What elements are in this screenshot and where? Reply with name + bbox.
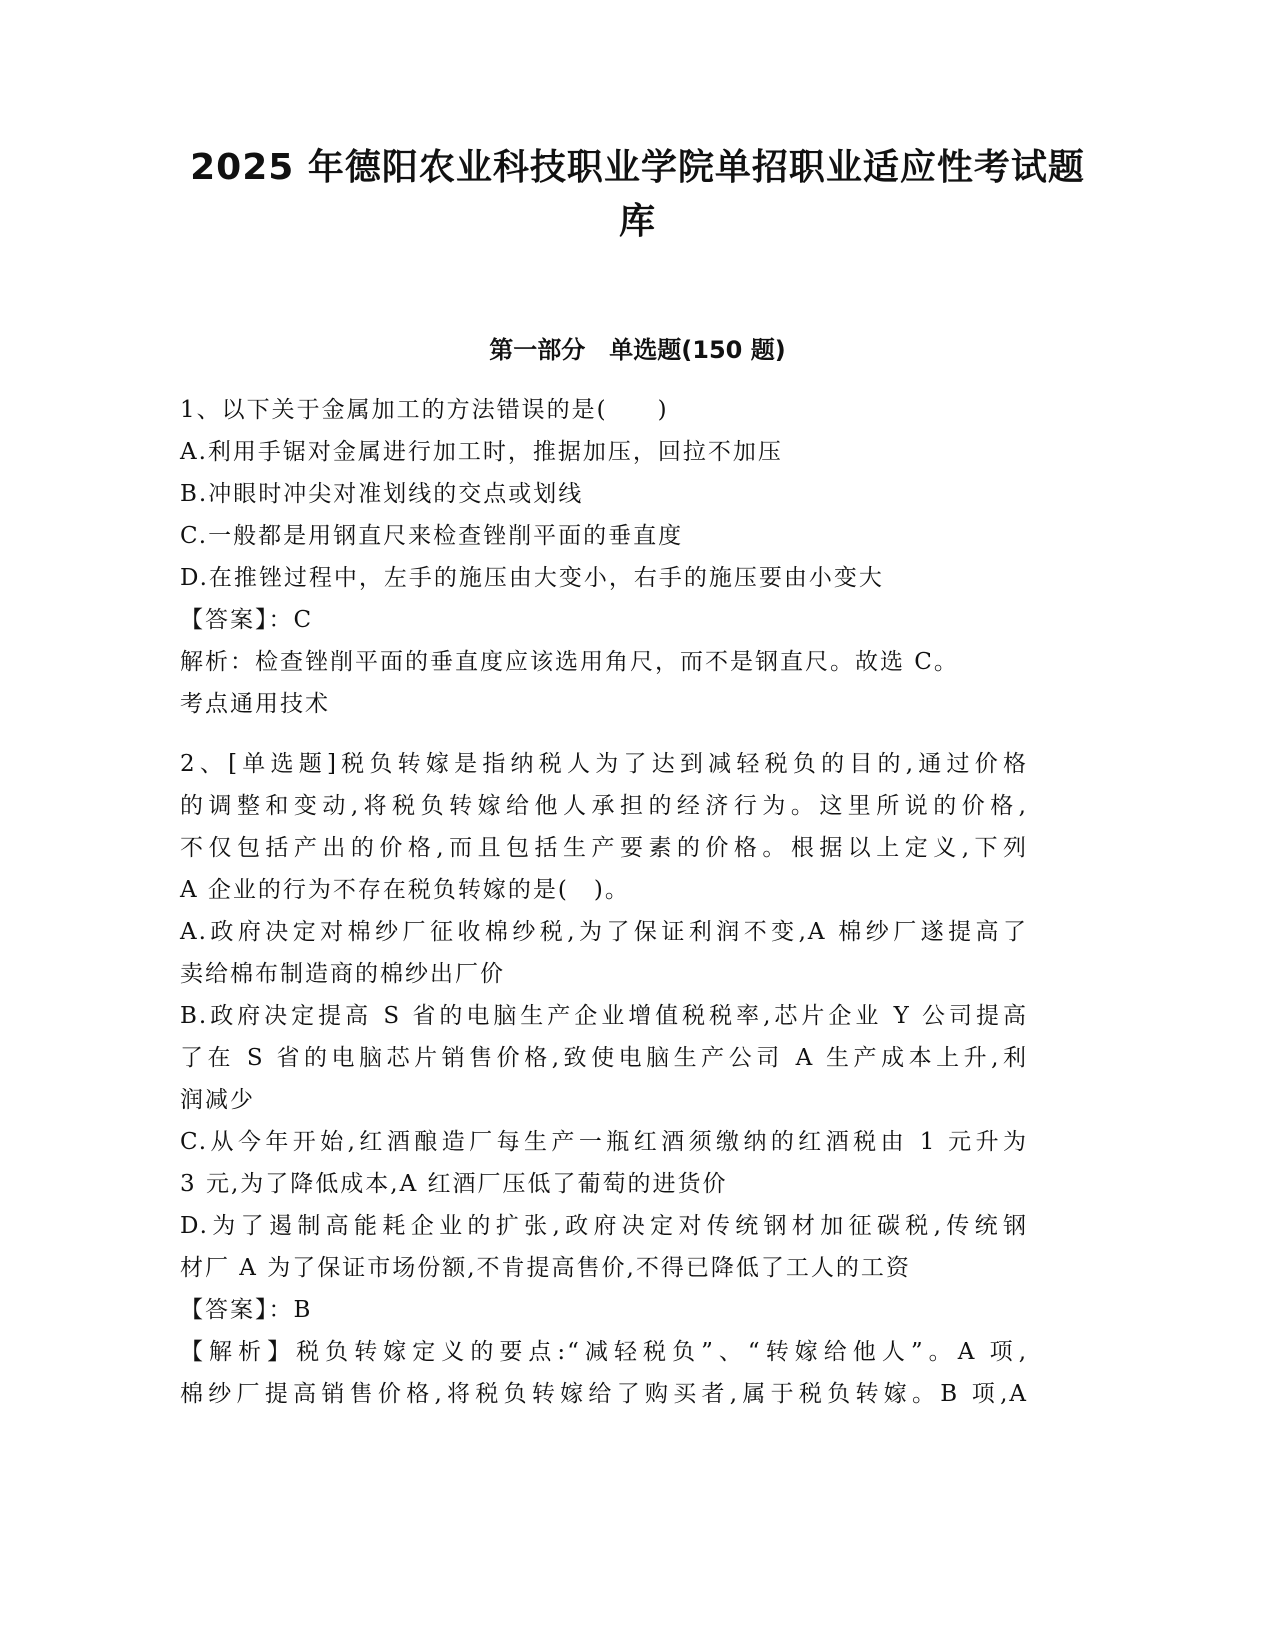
option-c: C.从今年开始,红酒酿造厂每生产一瓶红酒须缴纳的红酒税由 1 元升为 — [180, 1129, 1028, 1155]
document-title — [0, 141, 1275, 249]
question-stem-line: A 企业的行为不存在税负转嫁的是( )。 — [180, 877, 630, 903]
option-c-continued: 3 元,为了降低成本,A 红酒厂压低了葡萄的进货价 — [180, 1171, 728, 1197]
question-stem-line: 2、[单选题]税负转嫁是指纳税人为了达到减轻税负的目的,通过价格 — [180, 751, 1028, 777]
question-stem-line: 1、以下关于金属加工的方法错误的是( ) — [180, 397, 669, 423]
answer: 【答案】：C — [180, 607, 314, 633]
option-b: B.政府决定提高 S 省的电脑生产企业增值税税率,芯片企业 Y 公司提高 — [180, 1003, 1028, 1029]
question-2 — [180, 743, 1028, 1415]
document-title-line-2: 库 — [618, 201, 656, 242]
question-stem-line: 的调整和变动,将税负转嫁给他人承担的经济行为。这里所说的价格, — [180, 793, 1028, 819]
question-stem-line: 不仅包括产出的价格,而且包括生产要素的价格。根据以上定义,下列 — [180, 835, 1028, 861]
answer: 【答案】：B — [180, 1297, 313, 1323]
question-1 — [180, 389, 1028, 725]
analysis-line: 【解析】税负转嫁定义的要点:“减轻税负”、“转嫁给他人”。A 项, — [180, 1339, 1028, 1365]
document-title-line-1: 2025 年德阳农业科技职业学院单招职业适应性考试题 — [190, 147, 1085, 188]
option-a: A.利用手锯对金属进行加工时，推据加压，回拉不加压 — [180, 439, 783, 465]
option-d: D.在推锉过程中，左手的施压由大变小，右手的施压要由小变大 — [180, 565, 884, 591]
question-list — [180, 389, 1028, 1415]
analysis-line: 解析：检查锉削平面的垂直度应该选用角尺，而不是钢直尺。故选 C。 — [180, 649, 959, 675]
section-heading: 第一部分 单选题(150 题) — [489, 336, 786, 364]
option-a: A.政府决定对棉纱厂征收棉纱税,为了保证利润不变,A 棉纱厂遂提高了 — [180, 919, 1028, 945]
option-a-continued: 卖给棉布制造商的棉纱出厂价 — [180, 961, 505, 987]
analysis-line: 考点通用技术 — [180, 691, 330, 717]
option-b: B.冲眼时冲尖对准划线的交点或划线 — [180, 481, 584, 507]
option-b-continued: 润减少 — [180, 1087, 255, 1113]
option-c: C.一般都是用钢直尺来检查锉削平面的垂直度 — [180, 523, 684, 549]
option-b-continued: 了在 S 省的电脑芯片销售价格,致使电脑生产公司 A 生产成本上升,利 — [180, 1045, 1028, 1071]
option-d-continued: 材厂 A 为了保证市场份额,不肯提高售价,不得已降低了工人的工资 — [180, 1255, 911, 1281]
option-d: D.为了遏制高能耗企业的扩张,政府决定对传统钢材加征碳税,传统钢 — [180, 1213, 1028, 1239]
analysis-line: 棉纱厂提高销售价格,将税负转嫁给了购买者,属于税负转嫁。B 项,A — [180, 1381, 1028, 1407]
